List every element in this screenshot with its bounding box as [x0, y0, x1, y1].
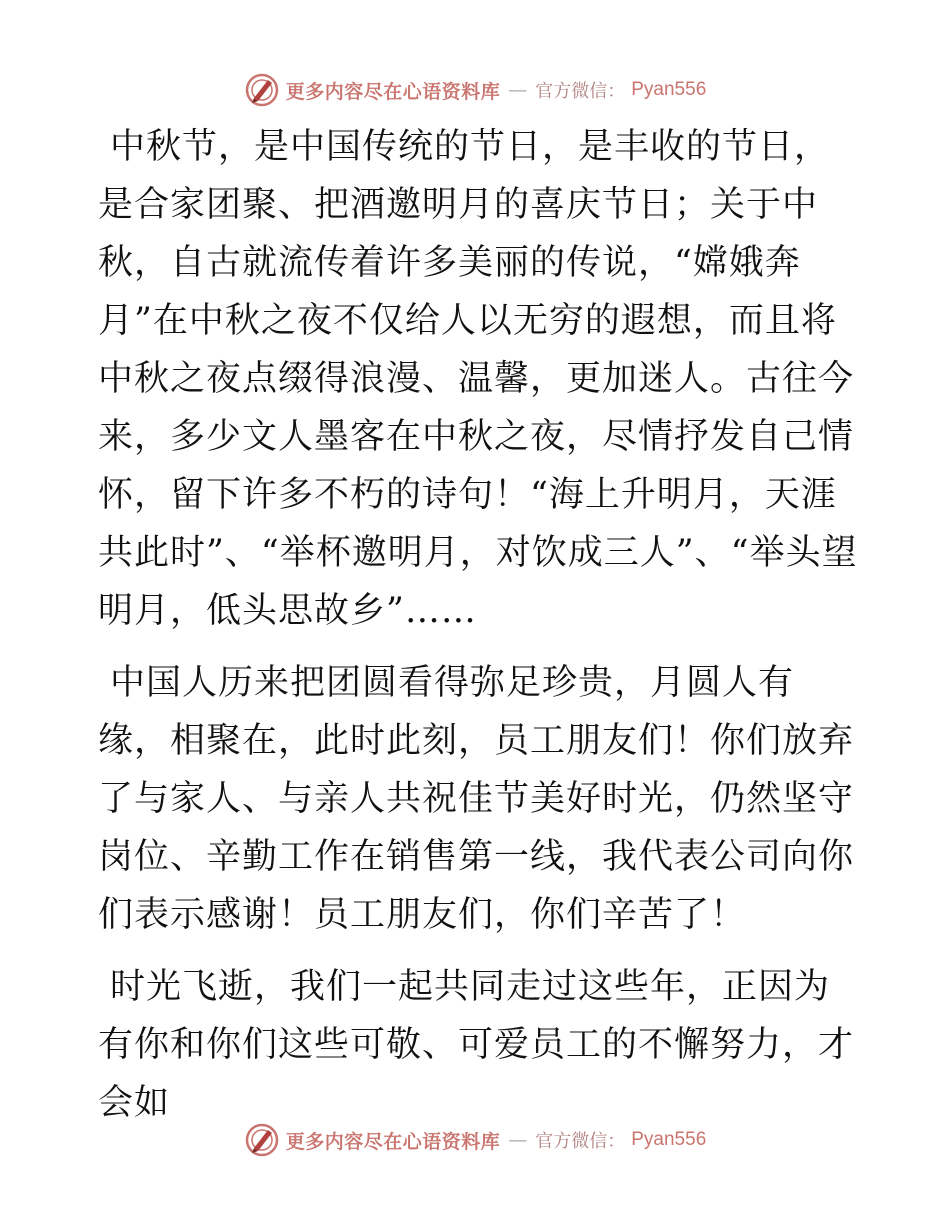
pen-logo-icon: [244, 1122, 280, 1158]
footer-wechat-label: 官方微信：: [535, 1131, 626, 1152]
document-body: [98, 118, 858, 1146]
header-banner-text: 更多内容尽在心语资料库: [285, 80, 501, 103]
footer-banner-separator: —: [508, 1129, 528, 1151]
footer-banner-inner: [244, 1122, 707, 1158]
header-banner: [0, 70, 950, 110]
footer-banner: [0, 1120, 950, 1160]
pen-logo-icon: [244, 72, 280, 108]
paragraph-3: 时光飞逝，我们一起共同走过这些年，正因为有你和你们这些可敬、可爱员工的不懈努力，才会如: [98, 967, 855, 1123]
footer-banner-text: 更多内容尽在心语资料库: [285, 1130, 501, 1153]
paragraph-2: 中国人历来把团圆看得弥足珍贵，月圆人有缘，相聚在，此时此刻，员工朋友们！你们放弃了与家人、与亲人共祝佳节美好时光，仍然坚守岗位、辛勤工作在销售第一线，我代表公司向你们表示感谢！员工朋友们，你们辛苦了！: [98, 663, 855, 935]
header-banner-separator: —: [508, 79, 528, 101]
footer-wechat-id: Pyan556: [631, 1129, 707, 1150]
header-banner-inner: [244, 72, 707, 108]
header-wechat-label: 官方微信：: [535, 81, 626, 102]
paragraph-1: 中秋节，是中国传统的节日，是丰收的节日，是合家团聚、把酒邀明月的喜庆节日；关于中秋，自古就流传着许多美丽的传说，“嫦娥奔月”在中秋之夜不仅给人以无穷的遐想，而且将中秋之夜点缀得浪漫、温馨，更加迷人。古往今来，多少文人墨客在中秋之夜，尽情抒发自己情怀，留下许多不朽的诗句！“海上升明月，天涯共此时”、“举杯邀明月，对饮成三人”、“举头望明月，低头思故乡”……: [98, 127, 858, 631]
header-wechat-id: Pyan556: [631, 79, 707, 100]
